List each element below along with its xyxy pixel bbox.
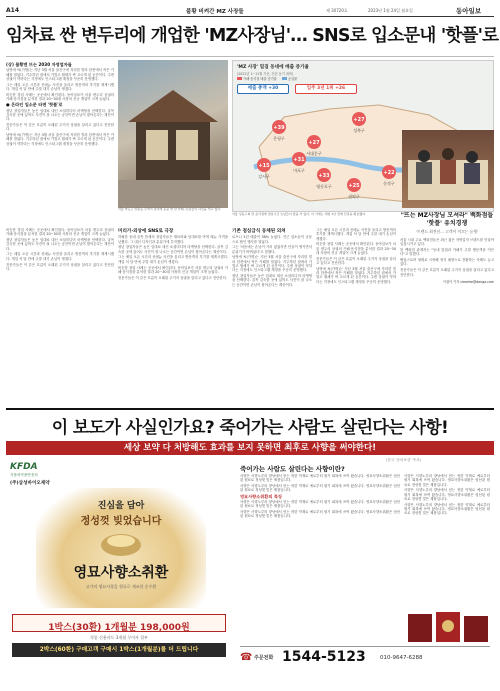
infographic-title: 'MZ 사장' 밀집 동네에 매출 증가율	[237, 65, 309, 70]
byline: 이청아 기자 clearlee@donga.com	[442, 279, 494, 284]
map-region-label: 성북구	[353, 128, 365, 133]
paragraph: 한 백화점 관계자는 "동네 맛집과 카페가 주말 방문객을 이끈다"고 말했다.	[400, 248, 494, 257]
paragraph: 청년 창업자들은 높은 임대료 대신 소셜미디어 마케팅을 선택한다. 골목 깊숙한 곳에 있어도 사진이 잘 나오는 공간이면 손님이 찾아온다는 계산이다.	[6, 238, 114, 251]
phone-icon: ☎	[240, 652, 253, 663]
paragraph: 청년 창업자들은 높은 임대료 대신 소셜미디어 마케팅을 선택한다. 골목 깊숙한 곳에 있어도 사진이 잘 나오는 공간이면 손님이 찾아온다는 계산이다.	[118, 245, 228, 254]
paragraph: 사향은 사향노루의 향낭에서 얻는 귀한 약재로 예로부터 원기 회복에 쓰여 왔습니다. 영묘사향소취환은 엄선된 원료로 정성껏 빚은 제품입니다.	[404, 502, 490, 516]
article-col-3	[232, 228, 312, 403]
map-pin-value: +22	[383, 170, 395, 176]
article-left	[6, 61, 114, 226]
product-desc: 고가의 영묘사향을 원료로 제조한 순수환	[85, 584, 157, 589]
bonus-banner	[12, 643, 226, 657]
pill-icon	[98, 528, 144, 558]
headline-rule	[6, 56, 494, 57]
paragraph: 비슷한 창업 사례는 곳곳에서 확인된다. 동아일보가 서울 변두리 상권의 카페·음식점을 분석한 결과 20~30대 사장의 신규 개업이 크게 늘었다.	[6, 228, 114, 237]
paragraph: 남영애 씨(가명)는 지난 3월 서울 출산구에 자리한 빌라 한켠에서 작은 카페를 열었다. 거주하던 집에서 가깝고 월세가 싸 고르게 된 공간이다. 주변 상권이 약하다는 걱정에도 인스타그램 계정을 꾸준히 운영했다.	[6, 68, 114, 81]
paragraph: 팝업스토어 형태로 시작해 정식 매장으로 전환하는 사례도 늘고 있다.	[400, 258, 494, 267]
ad-right-panel	[236, 458, 494, 686]
map-pin-value: +31	[293, 157, 305, 163]
lead-text: (상) 불황엔 뜨는 2030 자영업자들	[6, 62, 72, 67]
map-pin-value: +27	[308, 140, 320, 146]
paragraph: 청년 창업자들은 높은 임대료 대신 소셜미디어 마케팅을 선택한다. 골목 깊숙한 곳에 있어도 사진이 잘 나오는 공간이면 손님이 찾아온다는 계산이다.	[232, 274, 312, 287]
price-sub: 각종 신용카드 3개월 무이자 할부	[90, 635, 148, 640]
ad-features-title: 영묘사향소취환의 특징	[240, 493, 282, 499]
price-line: 1박스(30환) 1개월분 198,000원	[48, 623, 190, 633]
product-boxes	[406, 608, 490, 644]
sidebar-quote: "뜨는 MZ사장님 모셔라" 백화점들 '핫플' 유치경쟁	[400, 212, 494, 227]
ad-right-body	[240, 474, 400, 614]
section-title	[186, 7, 244, 15]
maker-name: (주)삼성바이오제약	[10, 481, 50, 486]
legend-label-b: 공실률	[287, 77, 298, 81]
map-region-label: 강서구	[258, 174, 270, 179]
ad-sub-text: 세상 보약 다 처방해도 효과를 보지 못하면 최후로 사향을 써야한다!	[123, 443, 377, 453]
map-region-label: 동작구	[383, 181, 395, 186]
map-region-label: 은평구	[273, 136, 285, 141]
paragraph: 전문가들은 이 같은 흐름이 오래된 주거지 상권을 살리고 있다고 진단한다.	[400, 268, 494, 277]
article-col-4	[316, 228, 396, 403]
bonus-text: 2박스(60환) 구매고객 구매시 1박스(1개월분)를 더 드립니다	[39, 647, 199, 653]
paragraph: 전문가들은 이 같은 흐름이 오래된 주거지 상권을 살리고 있다고 진단한다.	[316, 256, 396, 266]
ad-source-note: (한국 '동의보감' 中서)	[386, 458, 421, 462]
column-heading: 미리가·외상에 SNS로 극장	[118, 229, 174, 234]
map-pin-value: +15	[258, 163, 270, 169]
phone-number-2[interactable]: 010-9647-6288	[380, 655, 423, 661]
map-pin-value: +27	[353, 117, 365, 123]
paragraph: 비슷한 창업 사례는 곳곳에서 확인된다. 동아일보가 서울 변두리 상권의 카페·음식점을 분석한 결과 20~30대 사장의 신규 개업이 크게 늘었다.	[316, 242, 396, 255]
product-box-icon	[406, 608, 490, 644]
photo-cafe	[118, 60, 228, 208]
page-number: A14	[6, 7, 19, 14]
article-left-bottom	[6, 228, 114, 403]
badge-b-text: 입주 3년 1위 +26	[306, 86, 346, 91]
photo-restaurant-scene	[402, 130, 494, 208]
photo-cafe-scene	[118, 60, 228, 208]
paper-name: 동아일보	[456, 7, 482, 15]
photo-caption-left: 서울 마포구 망원동 주택가 골목에 문을 연 한 카페. 손님들이 사진을 찍고 있다.	[118, 207, 222, 211]
paragraph: 전문가들은 이 같은 흐름이 오래된 주거지 상권을 살리고 있다고 진단한다.	[6, 262, 114, 271]
paragraph: 사향은 사향노루의 향낭에서 얻는 귀한 약재로 예로부터 원기 회복에 쓰여 왔습니다. 영묘사향소취환은 엄선된 원료로 정성껏 빚은 제품입니다.	[240, 484, 400, 493]
paragraph: 그는 매일 오픈 시간과 신메뉴 사진을 올리고 방문객의 후기를 재게시했다. 개업 석 달 만에 주말 대기 손님이 생겼다.	[118, 255, 228, 264]
legend-label-a: 카페·음식점 매출 증가율	[243, 77, 277, 81]
paragraph: 그는 '처음에는 손님이 거의 없었지만 단골이 생기면서 분위기가 바뀌었다'고 말했다.	[232, 245, 312, 254]
page-header	[6, 4, 494, 16]
product-line2: 정성껏 빚었습니다	[80, 516, 162, 527]
ad-right-title: 죽어가는 사람도 살린다는 사향이란?	[240, 465, 345, 473]
photo-restaurant	[402, 130, 494, 208]
headline: 임차료 싼 변두리에 개업한 'MZ사장님'… SNS로 입소문내 '핫플'로	[6, 26, 499, 46]
map-pin-value: +39	[273, 125, 285, 131]
ad-headline: 이 보도가 사실인가요? 죽어가는 사람도 살린다는 사항!	[51, 418, 449, 438]
price-box	[12, 614, 226, 632]
paragraph: 사향은 사향노루의 향낭에서 얻는 귀한 약재로 예로부터 원기 회복에 쓰여 왔습니다. 영묘사향소취환은 엄선된 원료로 정성껏 빚은 제품입니다.	[240, 474, 400, 483]
product-visual	[36, 488, 206, 608]
sidebar-body	[400, 238, 494, 277]
paragraph: 전문가들은 이 같은 흐름이 오래된 주거지 상권을 살리고 있다고 진단한다.	[6, 123, 114, 132]
paragraph: 사향은 사향노루의 향낭에서 얻는 귀한 약재로 예로부터 원기 회복에 쓰여 왔습니다. 영묘사향소취환은 엄선된 원료로 정성껏 빚은 제품입니다.	[404, 474, 490, 487]
product-name: 영묘사향소취환	[73, 565, 169, 581]
paragraph: 전문가들은 이 같은 흐름이 오래된 주거지 상권을 살리고 있다고 진단한다.	[118, 275, 228, 280]
paragraph: 하필한 동네 골목 틈새의 창업자들은 재료비와 임대료를 아껴 메뉴 가격을 낮췄다. 그 대신 디자인과 분위기에 투자했다.	[118, 235, 228, 244]
kfda-label: 식품의약품안전처	[10, 473, 38, 477]
kfda-logo-text: KFDA	[10, 462, 38, 472]
ad-top-rule	[6, 408, 494, 410]
paragraph: 남영애 씨(가명)는 지난 3월 서울 출산구에 자리한 빌라 한켠에서 작은 카페를 열었다. 거주하던 집에서 가깝고 월세가 싸 고르게 된 공간이다. 주변 상권이 약하다는 걱정에도 인스타그램 계정을 꾸준히 운영했다.	[316, 266, 396, 284]
paragraph: 비슷한 창업 사례는 곳곳에서 확인된다. 동아일보가 서울 변두리 상권의 카페·음식점을 분석한 결과 20~30대 사장의 신규 개업이 크게 늘었다.	[6, 92, 114, 102]
paragraph: 사향은 사향노루의 향낭에서 얻는 귀한 약재로 예로부터 원기 회복에 쓰여 왔습니다. 영묘사향소취환은 엄선된 원료로 정성껏 빚은 제품입니다.	[240, 499, 400, 509]
sidebar-quote-sub: '트렌드 최전선… 고객이 이끄는 유행'	[415, 229, 479, 234]
badge-a	[237, 84, 289, 94]
legend	[237, 76, 297, 81]
badge-a-text: 매출 총액 +30	[247, 86, 279, 91]
article-col-2	[118, 228, 228, 403]
legend-swatch-b	[282, 77, 287, 80]
paragraph: 남영애 씨(가명)는 지난 3월 서울 출산구에 자리한 빌라 한켠에서 작은 카페를 열었다. 거주하던 집에서 가깝고 월세가 싸 고르게 된 공간이다. 주변 상권이 약하다는 걱정에도 인스타그램 계정을 꾸준히 운영했다.	[232, 255, 312, 273]
paragraph: 사향은 사향노루의 향낭에서 얻는 귀한 약재로 예로부터 원기 회복에 쓰여 왔습니다. 영묘사향소취환은 엄선된 원료로 정성껏 빚은 제품입니다.	[404, 488, 490, 501]
ad-left-panel	[6, 458, 231, 686]
paragraph: 사향은 사향노루의 향낭에서 얻는 귀한 약재로 예로부터 원기 회복에 쓰여 왔습니다. 영묘사향소취환은 엄선된 원료로 정성껏 빚은 제품입니다.	[240, 510, 400, 519]
badge-b	[295, 84, 357, 94]
paragraph: 그는 매일 오픈 시간과 신메뉴 사진을 올리고 방문객의 후기를 재게시했다. 개업 석 달 만에 주말 대기 손님이 생겼다.	[6, 82, 114, 91]
map-region-label: 영등포구	[316, 184, 332, 189]
column-heading: 기존 점심급식 동체된 외쳐	[232, 229, 286, 234]
paragraph: 그는 매일 오픈 시간과 신메뉴 사진을 올리고 방문객의 후기를 재게시했다. 개업 석 달 만에 주말 대기 손님이 생겼다.	[6, 252, 114, 261]
map-pin-value: +25	[348, 183, 360, 189]
phone-label: 주문전화	[254, 655, 274, 661]
header-rule	[6, 16, 494, 17]
legend-swatch-a	[237, 77, 242, 80]
issue-date: 2023년 1월 24일 월요일	[368, 8, 413, 13]
map-pin-value: +33	[318, 173, 330, 179]
photo-caption-right: 서울 성동구의 한 음식점에 점심시간 손님들이 줄을 서 있다. 이 가게는 개업 1년 만에 단골을 확보했다.	[232, 212, 367, 216]
paragraph: 로프니 3년 매출이 38% 늘었다. 인근 업소들이 공동으로 할인 행사를 열었다.	[232, 235, 312, 244]
map-region-label: 마포구	[293, 168, 305, 173]
map-region-label: 관악구	[348, 194, 360, 199]
paragraph: 그는 매일 오픈 시간과 신메뉴 사진을 올리고 방문객의 후기를 재게시했다. 개업 석 달 만에 주말 대기 손님이 생겼다.	[316, 228, 396, 241]
section-title-text: 불황 비켜간 MZ 사장들	[186, 9, 244, 15]
ad-right-body-2	[404, 474, 490, 614]
product-line1: 진심을 담아	[97, 501, 145, 511]
phone-box	[240, 646, 490, 670]
paragraph: 비슷한 창업 사례는 곳곳에서 확인된다. 동아일보가 서울 변두리 상권의 카페·음식점을 분석한 결과 20~30대 사장의 신규 개업이 크게 늘었다.	[118, 265, 228, 274]
paragraph: 청년 창업자들은 높은 임대료 대신 소셜미디어 마케팅을 선택한다. 골목 깊숙한 곳에 있어도 사진이 잘 나오는 공간이면 손님이 찾아온다는 계산이다.	[6, 108, 114, 122]
paragraph: 서울 시내 주요 백화점들은 최근 젊은 자영업자 브랜드를 잇달아 입점시키고 있다.	[400, 238, 494, 247]
paragraph: 남영애 씨(가명)는 지난 3월 서울 출산구에 자리한 빌라 한켠에서 작은 카페를 열었다. 거주하던 집에서 가깝고 월세가 싸 고르게 된 공간이다. 주변 상권이 약하다는 걱정에도 인스타그램 계정을 꾸준히 운영했다.	[6, 133, 114, 146]
kfda-logo	[10, 462, 38, 472]
subheading: ● 온라인 입소문 타면 '핫플'로	[6, 102, 63, 108]
phone-number[interactable]: 1544-5123	[282, 649, 366, 665]
ad-sub-bar	[6, 441, 494, 455]
issue-number: 제 30720호	[326, 8, 348, 13]
infographic-note: (2022년 1~11월 기준, 전년 동기 대비)	[237, 72, 294, 76]
sidebar-article	[400, 212, 494, 404]
map-region-label: 서대문구	[306, 151, 322, 156]
